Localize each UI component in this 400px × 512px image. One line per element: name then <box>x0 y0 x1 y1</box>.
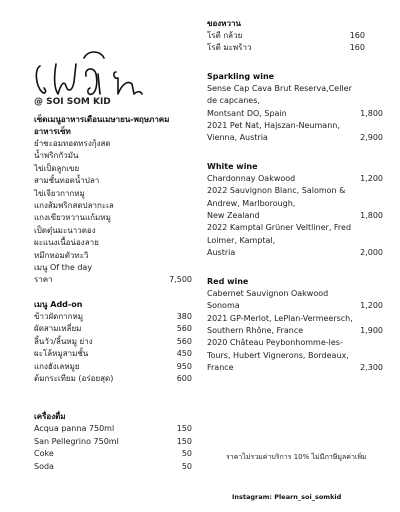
set-menu-subtitle: อาหารเซ็ท <box>34 127 71 136</box>
item-price: 160 <box>349 43 365 53</box>
menu-row <box>34 461 192 473</box>
list-item: ยำชะอมทอดทรงกุ้งสด <box>34 139 111 148</box>
wine-item <box>207 222 387 259</box>
item-price: 150 <box>176 436 192 446</box>
wine-line: Tours, Hubert Vignerons, Bordeaux, <box>207 350 349 360</box>
wine-line: 2021 GP-Merlot, LePlan-Vermeersch, <box>207 313 353 323</box>
set-menu-title: เซ็ตเมนูอาหารเดือนเมษายน-พฤษภาคม <box>34 115 170 124</box>
item-name: โรตี มะพร้าว <box>207 43 252 53</box>
list-item: ไข่เป็ดลูกเขย <box>34 163 80 173</box>
wine-line: Sense Cap Cava Brut Reserva,Celler <box>207 83 352 93</box>
item-price: 1,200 <box>360 301 383 311</box>
wine-line: Austria <box>207 248 236 258</box>
wine-item <box>207 120 387 145</box>
item-price: 1,800 <box>360 108 383 118</box>
menu-row <box>34 361 192 373</box>
menu-row <box>34 348 192 360</box>
drinks-title: เครื่องดื่ม <box>34 412 66 422</box>
item-name: ลิ้นวัว/ลิ้นหมู ย่าง <box>34 336 93 346</box>
wine-line: Chardonnay Oakwood <box>207 173 296 183</box>
list-item: เมนู Of the day <box>34 263 93 273</box>
item-name: Acqua panna 750ml <box>34 424 115 434</box>
item-price: 1,900 <box>360 325 383 335</box>
list-item: หมึกหอมตัวทะวิ <box>34 250 89 260</box>
menu-row <box>207 42 387 54</box>
list-item: ไข่เจียวกากหมู <box>34 188 85 198</box>
wine-item <box>207 288 387 313</box>
item-price: 450 <box>176 349 192 359</box>
wine-line: Loimer, Kamptal, <box>207 235 276 245</box>
menu-row <box>34 436 192 448</box>
item-price: 1,800 <box>360 211 383 221</box>
list-item: แกงส้มพริกสดปลากะเล <box>34 201 114 211</box>
menu-row <box>34 323 192 335</box>
dessert-title: ของหวาน <box>207 19 241 28</box>
wine-line: Vienna, Austria <box>207 133 268 143</box>
red-title: Red wine <box>207 276 249 286</box>
item-price: 560 <box>176 324 192 334</box>
wine-line: 2022 Kamptal Grüner Veltliner, Fred <box>207 223 352 233</box>
left-column <box>34 114 192 473</box>
addon-title: เมนู Add-on <box>34 299 83 309</box>
white-title: White wine <box>207 161 258 171</box>
list-item: น้ำพริกกัวมัน <box>34 151 79 161</box>
set-price-row <box>34 274 192 286</box>
item-name: San Pellegrino 750ml <box>34 436 119 446</box>
service-charge-note: ราคาไม่รวมค่าบริการ 10% ไม่มีภาษีมูลค่าเพิ่ม <box>226 453 367 461</box>
set-price-value: 7,500 <box>169 275 192 285</box>
wine-item <box>207 337 387 374</box>
item-price: 380 <box>176 311 192 321</box>
item-price: 50 <box>181 449 192 459</box>
menu-row <box>34 311 192 323</box>
item-price: 150 <box>176 424 192 434</box>
list-item: แกงเขียวหวานแก้มหมู <box>34 213 111 223</box>
item-price: 950 <box>176 361 192 371</box>
item-price: 50 <box>181 461 192 471</box>
item-name: ข้าวผัดกากหมู <box>34 311 84 321</box>
item-price: 1,200 <box>360 173 383 183</box>
item-name: ผัดสามเหลี่ยม <box>34 324 82 334</box>
wine-line: 2022 Sauvignon Blanc, Salomon & <box>207 186 346 196</box>
menu-row <box>34 448 192 460</box>
item-price: 600 <box>176 373 192 383</box>
wine-item <box>207 313 387 338</box>
wine-line: France <box>207 363 234 373</box>
right-column <box>207 18 387 375</box>
set-price-label: ราคา <box>34 275 53 285</box>
item-price: 2,900 <box>360 133 383 143</box>
item-name: แกงฮังเลหมูย <box>34 361 80 371</box>
menu-row <box>207 30 387 42</box>
item-name: Soda <box>34 461 54 471</box>
wine-line: Montsant DO, Spain <box>207 108 287 118</box>
item-name: ต้มกระเทียม (อร่อยสุด) <box>34 373 114 383</box>
sparkling-title: Sparkling wine <box>207 71 275 81</box>
item-price: 2,300 <box>360 363 383 373</box>
item-price: 560 <box>176 336 192 346</box>
wine-line: 2021 Pet Nat, Hajszan-Neumann, <box>207 121 340 131</box>
tagline: @ SOI SOM KID <box>34 97 111 107</box>
wine-line: 2020 Château Peybonhomme-les- <box>207 338 343 348</box>
instagram-handle: Instagram: Plearn_soi_somkid <box>232 493 342 501</box>
list-item: สามชั้นทอดน้ำปลา <box>34 176 100 186</box>
wine-line: New Zealand <box>207 211 260 221</box>
item-name: โรตี กล้วย <box>207 31 243 40</box>
item-name: Coke <box>34 449 54 459</box>
wine-line: Andrew, Marlborough, <box>207 198 296 208</box>
list-item: เป็ดตุ๋นมะนาวดอง <box>34 225 96 235</box>
wine-line: Cabernet Sauvignon Oakwood <box>207 288 329 298</box>
item-name: ผะโล้หมูสามชั้น <box>34 349 89 359</box>
wine-item <box>207 83 387 120</box>
menu-row <box>34 336 192 348</box>
item-price: 2,000 <box>360 248 383 258</box>
wine-line: de capcanes, <box>207 96 260 106</box>
wine-line: Southern Rhône, France <box>207 325 304 335</box>
wine-line: Sonoma <box>207 301 240 311</box>
wine-item <box>207 185 387 222</box>
wine-item <box>207 173 387 185</box>
list-item: ผะแนงเนื้อน่องลาย <box>34 238 99 248</box>
item-price: 160 <box>349 31 365 40</box>
plearn-logo <box>30 36 160 106</box>
menu-row <box>34 423 192 435</box>
menu-row <box>34 373 192 385</box>
